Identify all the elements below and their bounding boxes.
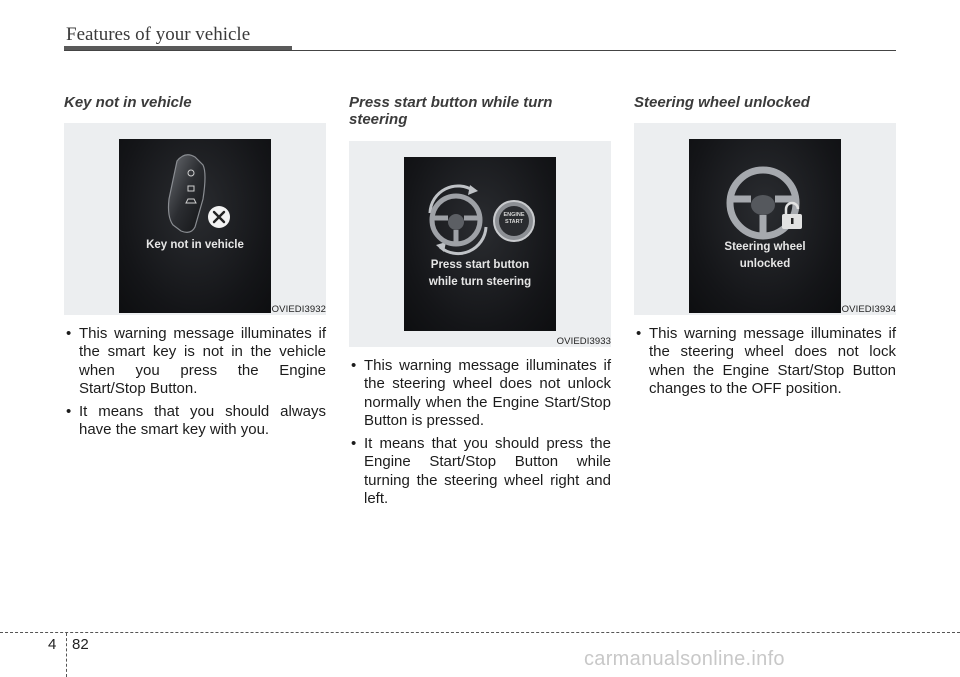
screen-message: Key not in vehicle <box>146 239 244 251</box>
screen-message-line2: while turn steering <box>428 276 532 288</box>
section-press-start-button <box>349 94 611 513</box>
engine-button-label <box>500 212 528 226</box>
chapter-number: 4 <box>48 636 57 653</box>
screen-message-line1: Steering wheel <box>724 241 806 253</box>
figure-code: OVIEDI3934 <box>841 304 896 315</box>
watermark: carmanualsonline.info <box>584 648 785 670</box>
list-item: • It means that you should always have the smart key with you. <box>64 403 326 440</box>
figure-code: OVIEDI3933 <box>556 336 611 347</box>
list-item: • This warning message illuminates if the smart key is not in the vehicle when you press the Engine Start/Stop Button. <box>64 325 326 398</box>
figure-key-not-in-vehicle <box>64 123 326 315</box>
page-number: 82 <box>72 636 89 653</box>
screen-message-line2: unlocked <box>739 258 791 270</box>
lock-open-icon <box>779 201 805 231</box>
list-item: • This warning message illuminates if the steering wheel does not unlock normally when the Engine Start/Stop Button is pressed. <box>349 357 611 430</box>
bullet-list <box>64 325 326 440</box>
screen-message-line1: Press start button <box>430 259 530 271</box>
header-rule <box>64 50 896 51</box>
engine-button-label-line1: ENGINE <box>503 212 525 218</box>
figure-steering-wheel-unlocked <box>634 123 896 315</box>
section-steering-wheel-unlocked <box>634 94 896 403</box>
figure-code: OVIEDI3932 <box>271 304 326 315</box>
bullet-list <box>634 325 896 398</box>
cluster-screen <box>404 157 556 331</box>
footer-divider <box>66 633 67 677</box>
list-item: • It means that you should press the Engine Start/Stop Button while turning the steering wheel right and left. <box>349 435 611 508</box>
smart-key-icon <box>119 139 271 313</box>
steering-wheel-icon <box>428 192 484 248</box>
section-title: Press start button while turn steering <box>349 94 553 128</box>
cluster-screen <box>689 139 841 313</box>
list-item: • This warning message illuminates if the steering wheel does not lock when the Engine Start/Stop Button changes to the OFF position. <box>634 325 896 398</box>
close-circle-icon <box>207 205 231 229</box>
cluster-screen <box>119 139 271 313</box>
engine-button-label-line2: START <box>505 219 523 225</box>
section-title: Steering wheel unlocked <box>634 94 810 111</box>
section-key-not-in-vehicle <box>64 94 326 445</box>
bullet-list <box>349 357 611 508</box>
figure-press-start-button <box>349 141 611 347</box>
section-title: Key not in vehicle <box>64 94 192 111</box>
footer-rule <box>0 632 960 633</box>
header-title: Features of your vehicle <box>66 24 251 45</box>
